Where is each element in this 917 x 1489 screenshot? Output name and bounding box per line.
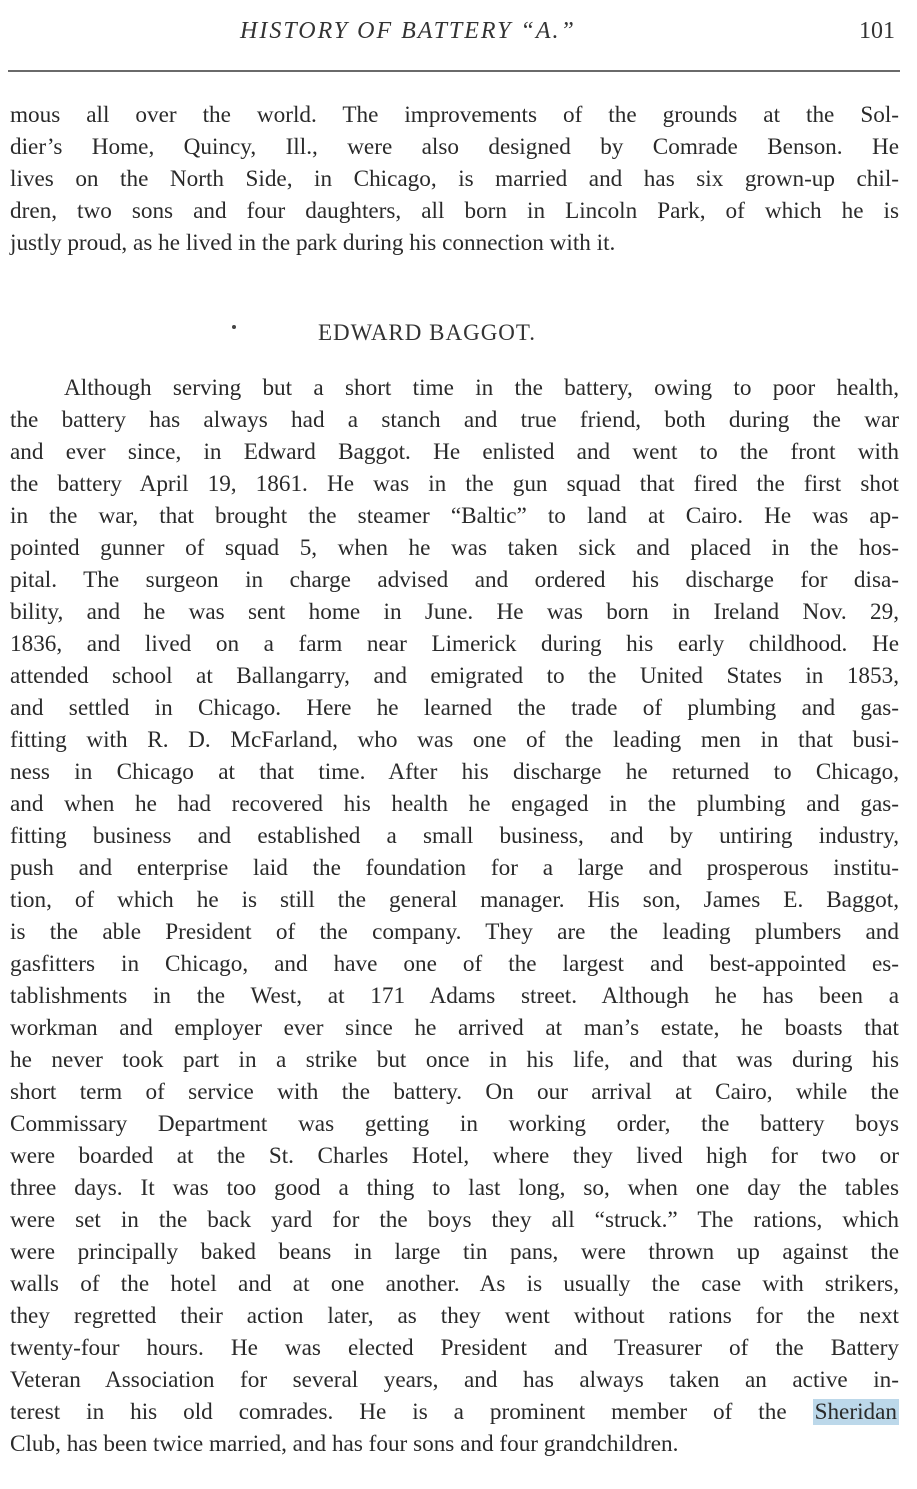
header-rule	[8, 70, 900, 72]
paragraph-line-15: fitting business and established a small business, and by untiring industry,	[10, 823, 899, 849]
paragraph-line-12: fitting with R. D. McFarland, who was one of the leading men in that busi-	[10, 727, 899, 753]
intro-line-3: lives on the North Side, in Chicago, is married and has six grown-up chil-	[10, 166, 899, 192]
paragraph-line-19: gasfitters in Chicago, and have one of the largest and best-appointed es-	[10, 951, 899, 977]
paragraph-line-21: workman and employer ever since he arrived at man’s estate, he boasts that	[10, 1015, 899, 1041]
intro-line-2: dier’s Home, Quincy, Ill., were also designed by Comrade Benson. He	[10, 134, 899, 160]
paragraph-line-23: short term of service with the battery. On our arrival at Cairo, while the	[10, 1079, 899, 1105]
intro-line-1: mous all over the world. The improvements of the grounds at the Sol-	[10, 102, 899, 128]
paragraph-line-31: twenty-four hours. He was elected President and Treasurer of the Battery	[10, 1335, 899, 1361]
paragraph-line-10: attended school at Ballangarry, and emigrated to the United States in 1853,	[10, 663, 899, 689]
paragraph-line-6: pointed gunner of squad 5, when he was taken sick and placed in the hos-	[10, 535, 899, 561]
paragraph-line-16: push and enterprise laid the foundation for a large and prosperous institu-	[10, 855, 899, 881]
paragraph-line-8: bility, and he was sent home in June. He was born in Ireland Nov. 29,	[10, 599, 899, 625]
paragraph-line-14: and when he had recovered his health he engaged in the plumbing and gas-	[10, 791, 899, 817]
paragraph-line-24: Commissary Department was getting in working order, the battery boys	[10, 1111, 899, 1137]
paragraph-line-7: pital. The surgeon in charge advised and ordered his discharge for disa-	[10, 567, 899, 593]
paragraph-line-20: tablishments in the West, at 171 Adams street. Although he has been a	[10, 983, 899, 1009]
paragraph-line-2: the battery has always had a stanch and true friend, both during the war	[10, 407, 899, 433]
paragraph-line-13: ness in Chicago at that time. After his discharge he returned to Chicago,	[10, 759, 899, 785]
paragraph-line-29: walls of the hotel and at one another. As is usually the case with strikers,	[10, 1271, 899, 1297]
paragraph-line-3: and ever since, in Edward Baggot. He enlisted and went to the front with	[10, 439, 899, 465]
running-title: HISTORY OF BATTERY “A.”	[240, 18, 576, 44]
section-heading: EDWARD BAGGOT.	[318, 320, 537, 345]
paragraph-line-28: were principally baked beans in large tin pans, were thrown up against the	[10, 1239, 899, 1265]
page-number: 101	[859, 18, 895, 44]
paragraph-line-26: three days. It was too good a thing to last long, so, when one day the tables	[10, 1175, 899, 1201]
intro-line-4: dren, two sons and four daughters, all born in Lincoln Park, of which he is	[10, 198, 899, 224]
paragraph-line-30: they regretted their action later, as they went without rations for the next	[10, 1303, 899, 1329]
paragraph-line-11: and settled in Chicago. Here he learned the trade of plumbing and gas-	[10, 695, 899, 721]
paragraph-line-22: he never took part in a strike but once in his life, and that was during his	[10, 1047, 899, 1073]
highlighted-word: Sheridan	[814, 1399, 897, 1425]
paragraph-line-27: were set in the back yard for the boys they all “struck.” The rations, which	[10, 1207, 899, 1233]
paragraph-line-32: Veteran Association for several years, and has always taken an active in-	[10, 1367, 899, 1393]
line-33-text: terest in his old comrades. He is a prominent member of the	[10, 1399, 813, 1425]
paragraph-line-18: is the able President of the company. They are the leading plumbers and	[10, 919, 899, 945]
paragraph-line-33	[10, 1397, 899, 1429]
paragraph-line-25: were boarded at the St. Charles Hotel, where they lived high for two or	[10, 1143, 899, 1169]
paragraph-line-9: 1836, and lived on a farm near Limerick during his early childhood. He	[10, 631, 899, 657]
paragraph-line-4: the battery April 19, 1861. He was in the gun squad that fired the first shot	[10, 471, 899, 497]
stray-ink-dot	[232, 325, 236, 329]
paragraph-line-17: tion, of which he is still the general manager. His son, James E. Baggot,	[10, 887, 899, 913]
intro-line-5: justly proud, as he lived in the park during his connection with it.	[10, 230, 616, 256]
paragraph-line-1: Although serving but a short time in the battery, owing to poor health,	[64, 375, 899, 401]
paragraph-line-34: Club, has been twice married, and has four sons and four grandchildren.	[10, 1431, 679, 1457]
paragraph-line-5: in the war, that brought the steamer “Baltic” to land at Cairo. He was ap-	[10, 503, 899, 529]
